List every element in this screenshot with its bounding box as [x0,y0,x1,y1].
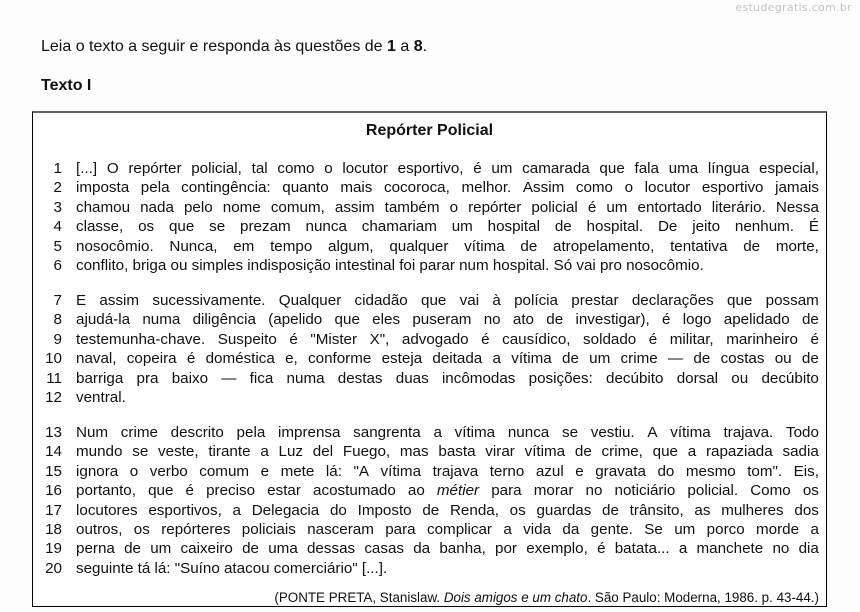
line-number: 15 [45,462,62,480]
citation-book: Dois amigos e um chato [443,590,588,605]
line-number: 7 [53,292,62,309]
text-line [33,256,826,275]
line-text: portanto, que é preciso estar acostumado ao métier para morar no noticiário policial. Como os [76,482,819,500]
text-line [33,501,826,520]
line-text: ajudá-la numa diligência (apelido que eles puseram no ato de investigar), é logo apelidado de [76,311,819,329]
line-number: 19 [45,540,62,558]
line-text: testemunha-chave. Suspeito é "Mister X", advogado é causídico, soldado é militar, marinheiro é [76,330,819,348]
text-line [33,520,826,539]
instruction-to: 8 [413,38,423,55]
line-number: 2 [53,179,62,197]
text-label: Texto I [41,77,92,94]
line-number: 9 [53,330,62,348]
line-text: locutores esportivos, a Delegacia do Imposto de Renda, os guardas de trânsito, as mulheres dos [76,501,819,519]
line-text: nosocômio. Nunca, em tempo algum, qualquer vítima de atropelamento, tentativa de morte, [76,237,819,255]
line-text: ventral. [76,388,126,406]
line-number: 8 [53,311,62,329]
line-number: 16 [45,482,62,500]
text-line [33,442,826,461]
text-line [33,310,826,329]
line-number: 4 [53,218,62,236]
article-box [32,111,827,607]
line-text: barriga pra baixo — fica numa destas duas incômodas posições: decúbito dorsal ou decúbito [76,369,819,387]
text-line [33,369,826,388]
instruction-suffix: . [422,38,428,55]
line-text: conflito, briga ou simples indisposição intestinal foi parar num hospital. Só vai pro nosocômio. [76,256,704,274]
line-number: 5 [53,237,62,255]
line-text: classe, os que se prezam nunca chamariam um hospital de hospital. De jeito nenhum. É [76,218,819,236]
text-line [33,349,826,368]
line-number: 13 [45,424,62,441]
line-number: 6 [53,256,62,274]
line-text: Num crime descrito pela imprensa sangrenta a vítima nunca se vestiu. A vítima trajava. Todo [76,424,819,441]
instruction-middle: a [395,38,414,55]
line-text: imposta pela contingência: quanto mais cocoroca, melhor. Assim como o locutor esportivo jamais [76,179,819,197]
line-number: 1 [53,160,62,177]
line-number: 11 [46,369,62,387]
text-line [33,178,826,197]
watermark: estudegratis.com.br [735,1,852,14]
line-number: 18 [45,520,62,538]
text-line [33,539,826,558]
text-line [33,423,826,442]
citation [274,590,819,605]
paragraph-1 [33,159,826,275]
line-number: 3 [53,198,62,216]
instruction-from: 1 [387,38,396,55]
paragraph-3 [33,423,826,578]
text-line [33,237,826,256]
line-number: 14 [45,443,62,461]
text-line [33,481,826,500]
line-text: outros, os repórteres policiais nasceram para complicar a vida da gente. Se um porco morde a [76,520,819,538]
text-line [33,462,826,481]
line-text: chamou nada pelo nome comum, assim também o repórter policial é um entortado literário. Nessa [76,198,819,216]
instruction [41,38,427,56]
citation-suffix: . São Paulo: Moderna, 1986. p. 43-44.) [587,590,819,605]
line-text: naval, copeira é doméstica e, conforme esteja deitada a vítima de um crime — de costas ou de [76,350,819,368]
citation-prefix: (PONTE PRETA, Stanislaw. [274,590,444,605]
text-line [33,388,826,407]
line-number: 20 [45,559,62,577]
text-line [33,198,826,217]
text-line [33,330,826,349]
line-text: [...] O repórter policial, tal como o locutor esportivo, é um camarada que fala uma língua especial, [76,160,819,177]
line-text: mundo se veste, tirante a Luz del Fuego, mas basta virar vítima de crime, que a rapaziada sadia [76,443,819,461]
text-line [33,217,826,236]
line-number: 10 [45,350,62,368]
text-line [33,159,826,178]
line-number: 12 [45,388,62,406]
line-text: perna de um caixeiro de uma dessas casas da banha, por exemplo, é batata... a manchete no dia [76,540,819,558]
article-title: Repórter Policial [365,122,494,139]
instruction-prefix: Leia o texto a seguir e responda às questões de [41,38,388,55]
text-line [33,559,826,578]
text-line [33,291,826,310]
line-text: ignora o verbo comum e mete lá: "A vítima trajava terno azul e gravata do mesmo tom". Eis, [76,462,819,480]
line-text: E assim sucessivamente. Qualquer cidadão que vai à polícia prestar declarações que possam [76,292,819,309]
line-text: seguinte tá lá: "Suíno atacou comerciário" [...]. [76,559,388,577]
paragraph-2 [33,291,826,407]
line-number: 17 [45,501,62,519]
